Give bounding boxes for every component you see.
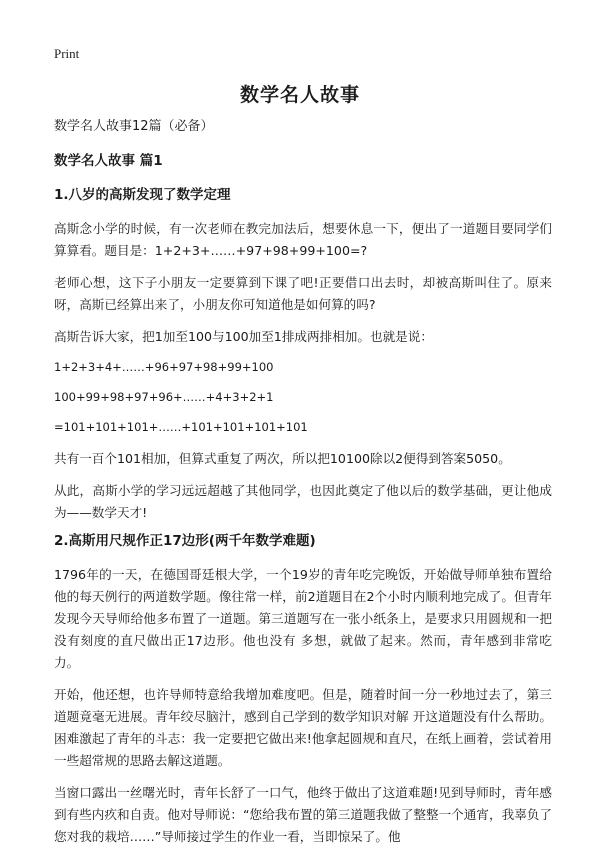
paragraph: 老师心想，这下子小朋友一定要算到下课了吧!正要借口出去时，却被高斯叫住了。原来呀，高斯已经算出来了，小朋友你可知道他是如何算的吗? (54, 275, 552, 312)
paragraph: 1796年的一天，在德国哥廷根大学，一个19岁的青年吃完晚饭，开始做导师单独布置给他的每天例行的两道数学题。像往常一样，前2道题目在2个小时内顺利地完成了。但青年发现今天导师给他多布置了一道题。第三道题写在一张小纸条上，是要求只用圆规和一把没有刻度的直尺做出正17边形。他也没有 多想，就做了起来。然而，青年感到非常吃力。 (54, 567, 552, 670)
paragraph: 从此，高斯小学的学习远远超越了其他同学，也因此奠定了他以后的数学基础，更让他成为——数学天才! (54, 483, 552, 520)
article-body (54, 118, 552, 858)
formula-line: 1+2+3+4+……+96+97+98+99+100 (54, 360, 274, 374)
section-heading: 2.高斯用尺规作正17边形(两千年数学难题) (54, 533, 316, 549)
print-link[interactable]: Print (54, 46, 80, 61)
paragraph: 开始，他还想，也许导师特意给我增加难度吧。但是，随着时间一分一秒地过去了，第三道题竟毫无进展。青年绞尽脑汁，感到自己学到的数学知识对解 开这道题没有什么帮助。困难激起了青年的斗志：我一定要把它做出来!他拿起圆规和直尺，在纸上画着，尝试着用一些超常规的思路去解这道题。 (54, 687, 552, 768)
formula-line: 100+99+98+97+96+……+4+3+2+1 (54, 390, 274, 404)
paragraph: 共有一百个101相加，但算式重复了两次，所以把10100除以2便得到答案5050。 (54, 451, 511, 466)
formula-line: =101+101+101+……+101+101+101+101 (54, 420, 308, 434)
paragraph: 当窗口露出一丝曙光时，青年长舒了一口气，他终于做出了这道难题!见到导师时，青年感到有些内疚和自责。他对导师说：“您给我布置的第三道题我做了整整一个通宵，我辜负了您对我的栽培……”导师接过学生的作业一看，当即惊呆了。他 (54, 785, 552, 844)
paragraph: 高斯念小学的时候，有一次老师在教完加法后，想要休息一下，便出了一道题目要同学们算算看。题目是：1+2+3+……+97+98+99+100=? (54, 221, 552, 258)
document-subtitle: 数学名人故事12篇（必备） (54, 119, 214, 134)
article-heading: 数学名人故事 篇1 (54, 153, 163, 169)
paragraph: 高斯告诉大家，把1加至100与100加至1排成两排相加。也就是说： (54, 329, 433, 344)
page-title: 数学名人故事 (239, 84, 360, 106)
section-heading: 1.八岁的高斯发现了数学定理 (54, 187, 231, 203)
